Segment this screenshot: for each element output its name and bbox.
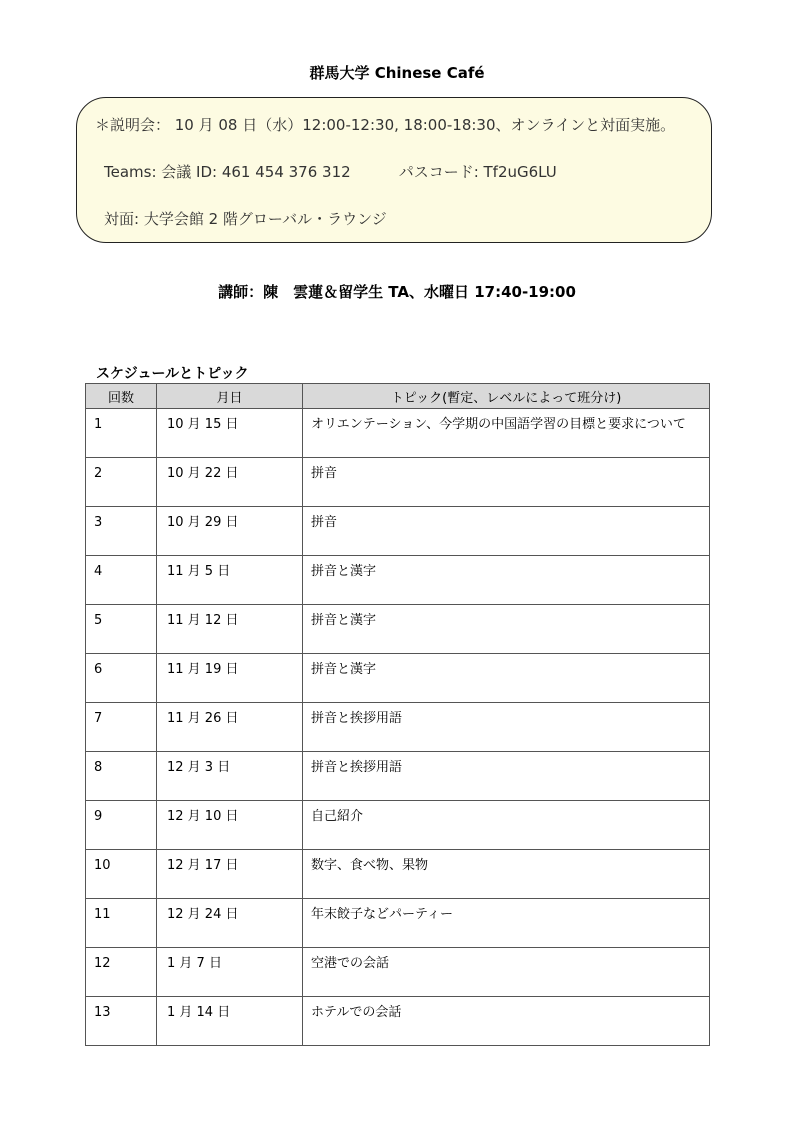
session-date: 10 月 22 日 — [167, 466, 239, 481]
table-row — [86, 556, 710, 605]
table-row — [86, 801, 710, 850]
table-row — [86, 948, 710, 997]
schedule-heading: スケジュールとトピック — [96, 366, 249, 382]
session-topic: 拼音と漢字 — [311, 613, 377, 628]
session-date: 1 月 7 日 — [167, 956, 222, 971]
session-number: 4 — [94, 564, 103, 579]
teams-meeting-line — [104, 161, 557, 182]
session-date: 10 月 29 日 — [167, 515, 239, 530]
session-date: 12 月 17 日 — [167, 858, 239, 873]
table-row — [86, 997, 710, 1046]
session-topic: オリエンテーション、今学期の中国語学習の目標と要求について — [311, 417, 686, 432]
session-date: 12 月 24 日 — [167, 907, 239, 922]
session-topic: 拼音 — [311, 515, 338, 530]
column-header-date: 月日 — [157, 384, 303, 409]
briefing-info-box — [76, 97, 712, 243]
session-number: 7 — [94, 711, 103, 726]
in-person-location-line: 対面: 大学会館 2 階グローバル・ラウンジ — [104, 210, 387, 228]
briefing-session-line: ＊説明会： 10 月 08 日（水）12:00-12:30, 18:00-18:30、オンラインと対面実施。 — [95, 116, 676, 134]
teams-meeting-id: Teams: 会議 ID: 461 454 376 312 — [104, 163, 351, 181]
column-header-topic: トピック(暫定、レベルによって班分け) — [303, 384, 710, 409]
table-row — [86, 409, 710, 458]
session-date: 12 月 3 日 — [167, 760, 231, 775]
session-topic: 空港での会話 — [311, 956, 390, 971]
table-row — [86, 605, 710, 654]
session-topic: 数字、食べ物、果物 — [311, 858, 429, 873]
session-number: 8 — [94, 760, 103, 775]
session-date: 12 月 10 日 — [167, 809, 239, 824]
session-date: 11 月 12 日 — [167, 613, 239, 628]
session-number: 3 — [94, 515, 103, 530]
session-number: 10 — [94, 858, 111, 873]
schedule-header-row — [86, 384, 710, 409]
session-number: 6 — [94, 662, 103, 677]
session-date: 1 月 14 日 — [167, 1005, 231, 1020]
table-row — [86, 507, 710, 556]
document-title: 群馬大学 Chinese Café — [309, 64, 485, 82]
table-row — [86, 850, 710, 899]
session-date: 11 月 19 日 — [167, 662, 239, 677]
teams-passcode: パスコード: Tf2uG6LU — [398, 163, 557, 181]
column-header-session-number: 回数 — [86, 384, 157, 409]
session-date: 10 月 15 日 — [167, 417, 239, 432]
session-number: 2 — [94, 466, 103, 481]
session-number: 13 — [94, 1005, 111, 1020]
session-topic: 拼音 — [311, 466, 338, 481]
table-row — [86, 752, 710, 801]
session-topic: 拼音と挨拶用語 — [311, 711, 403, 726]
session-date: 11 月 5 日 — [167, 564, 231, 579]
session-number: 12 — [94, 956, 111, 971]
table-row — [86, 654, 710, 703]
session-topic: 拼音と漢字 — [311, 662, 377, 677]
table-row — [86, 458, 710, 507]
session-number: 9 — [94, 809, 103, 824]
session-number: 1 — [94, 417, 103, 432]
session-topic: ホテルでの会話 — [311, 1005, 402, 1020]
table-row — [86, 703, 710, 752]
session-number: 11 — [94, 907, 111, 922]
session-topic: 年末餃子などパーティー — [311, 907, 453, 922]
session-topic: 自己紹介 — [311, 809, 364, 824]
session-date: 11 月 26 日 — [167, 711, 239, 726]
session-topic: 拼音と漢字 — [311, 564, 377, 579]
session-number: 5 — [94, 613, 103, 628]
session-topic: 拼音と挨拶用語 — [311, 760, 403, 775]
table-row — [86, 899, 710, 948]
schedule-table — [85, 383, 710, 1046]
instructor-line: 講師：陳 雲蓮＆留学生 TA、水曜日 17:40-19:00 — [218, 283, 576, 301]
